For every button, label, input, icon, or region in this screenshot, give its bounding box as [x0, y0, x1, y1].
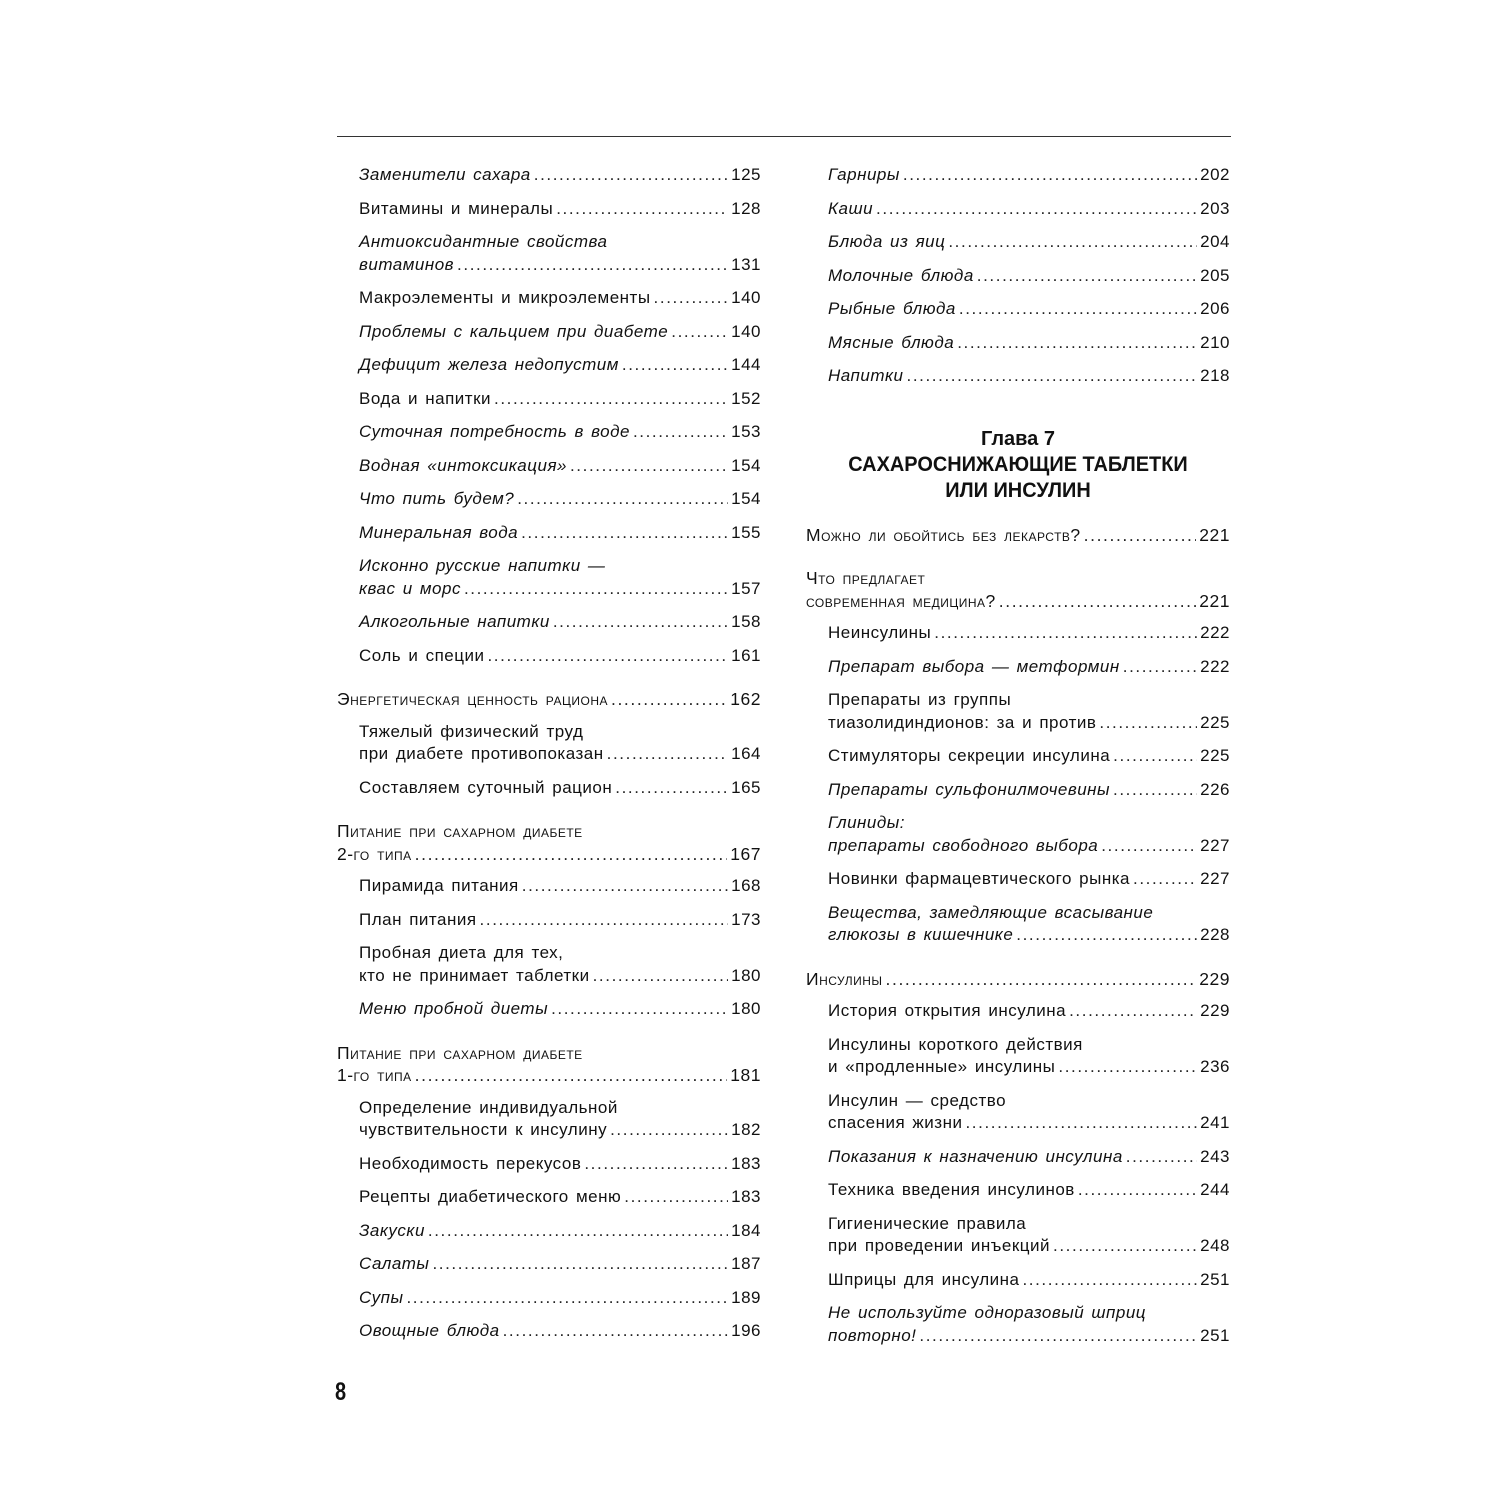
toc-entry-page: 162: [730, 689, 761, 709]
toc-entry-page: 225: [1200, 746, 1230, 765]
toc-entry-page: 131: [731, 254, 761, 274]
dot-leader: [503, 1320, 729, 1343]
toc-entry: [337, 455, 761, 478]
toc-entry-page: 229: [1199, 968, 1230, 989]
toc-entry-title: Каши: [828, 198, 874, 218]
toc-entry-title: Можно ли обойтись без лекарств?: [806, 524, 1081, 545]
toc-entry: [806, 689, 1230, 734]
toc-entry-page: 181: [730, 1065, 761, 1085]
chapter-number: Глава 7: [980, 427, 1055, 450]
toc-entry-title: Стимуляторы секреции инсулина: [828, 746, 1111, 765]
toc-entry: [806, 868, 1230, 891]
dot-leader: [965, 1112, 1197, 1135]
toc-entry: [806, 1302, 1230, 1347]
toc-entry-page: 236: [1200, 1057, 1230, 1076]
dot-leader: [464, 578, 728, 601]
toc-entry-title: Необходимость перекусов: [359, 1153, 582, 1173]
toc-entry-title-line: Инсулин — средство: [828, 1090, 1007, 1110]
toc-entry: [806, 365, 1230, 388]
page-number: 8: [335, 1378, 347, 1406]
toc-entry-page: 241: [1200, 1113, 1230, 1132]
toc-entry-title: Меню пробной диеты: [359, 999, 549, 1018]
toc-entry-page: 168: [731, 876, 761, 895]
toc-entry-title: Витамины и минералы: [359, 198, 554, 218]
toc-entry: [337, 287, 761, 310]
toc-entry-page: 226: [1200, 779, 1230, 799]
toc-entry-title: при диабете противопоказан: [359, 744, 604, 763]
toc-entry-title-line: Глиниды:: [828, 813, 905, 832]
toc-entry-title: кто не принимает таблетки: [359, 965, 590, 985]
toc-entry-title: Суточная потребность в воде: [359, 422, 630, 441]
toc-entry-title: Блюда из яиц: [828, 232, 946, 251]
toc-entry-title: План питания: [359, 909, 477, 929]
toc-entry: [337, 1253, 761, 1276]
toc-entry-title: квас и морс: [359, 578, 461, 598]
toc-entry-page: 157: [731, 578, 761, 598]
toc-entry: [806, 1090, 1230, 1135]
dot-leader: [1113, 779, 1197, 802]
toc-entry-page: 140: [731, 288, 761, 307]
dot-leader: [977, 265, 1197, 288]
toc-entry-title-line: Инсулины короткого действия: [828, 1034, 1083, 1054]
toc-entry: [806, 902, 1230, 947]
toc-entry-page: 158: [731, 612, 761, 631]
toc-entry-title-line: Исконно русские напитки —: [359, 556, 606, 575]
toc-entry-page: 210: [1200, 332, 1230, 352]
toc-right-column: [806, 164, 1230, 1358]
dot-leader: [517, 488, 728, 511]
toc-entry-title: Рыбные блюда: [828, 299, 956, 318]
toc-entry-page: 184: [731, 1220, 761, 1240]
toc-entry: [806, 298, 1230, 321]
toc-entry-title-line: Тяжелый физический труд: [359, 721, 584, 741]
toc-entry-page: 225: [1200, 712, 1230, 732]
toc-entry-page: 248: [1200, 1236, 1230, 1255]
dot-leader: [551, 998, 728, 1021]
toc-entry-title: Составляем суточный рацион: [359, 777, 613, 797]
toc-entry-page: 251: [1200, 1269, 1230, 1289]
toc-entry-title: Рецепты диабетического меню: [359, 1187, 622, 1206]
dot-leader: [654, 287, 729, 310]
toc-entry: [337, 721, 761, 766]
toc-entry-title: Мясные блюда: [828, 332, 955, 352]
dot-leader: [487, 645, 728, 668]
dot-leader: [611, 688, 727, 711]
toc-entry-title: Молочные блюда: [828, 265, 974, 285]
toc-entry-title: Препараты сульфонилмочевины: [828, 779, 1111, 799]
toc-entry-title: Вода и напитки: [359, 388, 492, 408]
dot-leader: [934, 622, 1197, 645]
toc-entry-title: Шприцы для инсулина: [828, 1269, 1020, 1289]
toc-entry-title: Салаты: [359, 1254, 430, 1273]
toc-entry-title-line: Что предлагает: [806, 568, 926, 588]
dot-leader: [584, 1153, 728, 1176]
toc-entry-page: 189: [731, 1287, 761, 1307]
toc-entry-page: 251: [1200, 1325, 1230, 1345]
dot-leader: [593, 965, 729, 988]
toc-entry-title: Закуски: [359, 1220, 425, 1240]
toc-entry-title: Заменители сахара: [359, 165, 531, 184]
toc-entry-title-line: Антиоксидантные свойства: [359, 232, 608, 251]
toc-entry-title: Макроэлементы и микроэлементы: [359, 288, 651, 307]
toc-entry: [337, 645, 761, 668]
toc-section-entry: [806, 567, 1230, 612]
dot-leader: [1022, 1269, 1197, 1292]
toc-entry-title: Водная «интоксикация»: [359, 455, 567, 475]
toc-entry-page: 180: [731, 999, 761, 1018]
toc-entry-page: 165: [731, 777, 761, 797]
toc-section-entry: [806, 968, 1230, 991]
dot-leader: [1058, 1056, 1197, 1079]
header-rule: [337, 136, 1231, 137]
toc-entry: [806, 332, 1230, 355]
toc-left-column: [337, 164, 761, 1354]
toc-entry-page: 228: [1200, 925, 1230, 944]
dot-leader: [428, 1220, 728, 1243]
dot-leader: [607, 743, 728, 766]
toc-entry-page: 222: [1200, 623, 1230, 642]
toc-entry: [806, 1179, 1230, 1202]
toc-entry-title-line: Вещества, замедляющие всасывание: [828, 902, 1154, 922]
dot-leader: [480, 909, 729, 932]
toc-entry-title: Проблемы с кальцием при диабете: [359, 321, 669, 341]
toc-entry-title-line: Гигиенические правила: [828, 1213, 1027, 1233]
toc-entry-page: 243: [1200, 1146, 1230, 1166]
dot-leader: [633, 421, 728, 444]
toc-entry-title: Алкогольные напитки: [359, 612, 550, 631]
toc-entry: [806, 812, 1230, 857]
chapter-title-line-1: САХАРОСНИЖАЮЩИЕ ТАБЛЕТКИ: [848, 452, 1188, 476]
dot-leader: [907, 365, 1198, 388]
toc-entry-page: 155: [731, 522, 761, 542]
toc-entry-page: 204: [1200, 232, 1230, 251]
toc-entry: [806, 779, 1230, 802]
dot-leader: [610, 1119, 728, 1142]
toc-entry-page: 196: [731, 1321, 761, 1340]
toc-entry: [806, 656, 1230, 679]
toc-entry-title: витаминов: [359, 254, 455, 274]
toc-entry-title: Инсулины: [806, 968, 883, 989]
toc-entry-page: 221: [1199, 524, 1230, 545]
dot-leader: [556, 198, 728, 221]
toc-entry-page: 153: [731, 422, 761, 441]
toc-entry: [337, 231, 761, 276]
dot-leader: [615, 777, 728, 800]
dot-leader: [876, 198, 1197, 221]
toc-entry-title: повторно!: [828, 1325, 917, 1345]
dot-leader: [903, 164, 1197, 187]
dot-leader: [522, 875, 728, 898]
dot-leader: [415, 1064, 728, 1087]
toc-entry-title: Новинки фармацевтического рынка: [828, 869, 1131, 888]
toc-entry-title: Показания к назначению инсулина: [828, 1146, 1123, 1166]
toc-entry: [337, 1153, 761, 1176]
toc-entry-title: Соль и специи: [359, 645, 485, 665]
dot-leader: [948, 231, 1197, 254]
toc-entry: [806, 745, 1230, 768]
toc-entry: [806, 1213, 1230, 1258]
dot-leader: [1113, 745, 1197, 768]
dot-leader: [570, 455, 728, 478]
dot-leader: [1084, 524, 1197, 547]
toc-entry-page: 221: [1199, 590, 1230, 611]
toc-entry: [337, 909, 761, 932]
toc-entry: [337, 1287, 761, 1310]
toc-entry-title: Овощные блюда: [359, 1321, 500, 1340]
toc-entry: [806, 1146, 1230, 1169]
toc-entry-page: 125: [731, 165, 761, 184]
dot-leader: [415, 843, 728, 866]
toc-entry-title: и «продленные» инсулины: [828, 1057, 1056, 1076]
dot-leader: [671, 321, 728, 344]
toc-entry: [337, 198, 761, 221]
toc-entry-title-line: Определение индивидуальной: [359, 1097, 618, 1117]
dot-leader: [1126, 1146, 1197, 1169]
toc-entry: [806, 265, 1230, 288]
toc-entry: [806, 1034, 1230, 1079]
toc-entry: [337, 1320, 761, 1343]
toc-entry-page: 205: [1200, 265, 1230, 285]
toc-entry-title: Техника введения инсулинов: [828, 1180, 1075, 1199]
toc-entry: [337, 942, 761, 987]
toc-entry-title: спасения жизни: [828, 1113, 963, 1132]
toc-entry-page: 202: [1200, 165, 1230, 184]
toc-entry-page: 167: [730, 843, 761, 864]
toc-entry-page: 140: [731, 321, 761, 341]
dot-leader: [886, 968, 1197, 991]
toc-entry-page: 154: [731, 489, 761, 508]
dot-leader: [521, 522, 728, 545]
dot-leader: [1016, 924, 1197, 947]
toc-entry-page: 227: [1200, 869, 1230, 888]
toc-entry: [337, 611, 761, 634]
toc-entry-title: Энергетическая ценность рациона: [337, 689, 608, 709]
dot-leader: [457, 254, 728, 277]
toc-entry: [337, 998, 761, 1021]
toc-entry-page: 187: [731, 1254, 761, 1273]
dot-leader: [999, 590, 1197, 613]
toc-entry: [337, 354, 761, 377]
toc-entry: [337, 488, 761, 511]
toc-entry-page: 229: [1200, 1001, 1230, 1020]
toc-right-bottom: [806, 524, 1230, 1348]
dot-leader: [957, 332, 1197, 355]
toc-entry-title: Препарат выбора — метформин: [828, 656, 1120, 676]
toc-entry-title: 1-го типа: [337, 1065, 412, 1085]
toc-entry-title-line: Питание при сахарном диабете: [337, 821, 583, 841]
dot-leader: [553, 611, 728, 634]
toc-entry-page: 154: [731, 455, 761, 475]
dot-leader: [919, 1325, 1197, 1348]
toc-entry-page: 227: [1200, 835, 1230, 855]
toc-entry: [337, 1097, 761, 1142]
toc-entry-title: препараты свободного выбора: [828, 835, 1099, 855]
toc-entry-page: 203: [1200, 198, 1230, 218]
toc-entry-page: 218: [1200, 366, 1230, 385]
toc-entry-title: История открытия инсулина: [828, 1001, 1067, 1020]
toc-entry-title: Напитки: [828, 366, 904, 385]
toc-entry-title-line: Препараты из группы: [828, 690, 1012, 709]
toc-entry: [806, 1269, 1230, 1292]
toc-entry: [806, 164, 1230, 187]
toc-entry: [806, 1000, 1230, 1023]
toc-entry-title: Минеральная вода: [359, 522, 519, 542]
toc-entry-title: Дефицит железа недопустим: [359, 355, 619, 374]
toc-entry-title: 2-го типа: [337, 843, 412, 864]
toc-entry: [337, 522, 761, 545]
dot-leader: [959, 298, 1197, 321]
dot-leader: [1101, 835, 1197, 858]
toc-section-entry: [806, 524, 1230, 547]
toc-entry-title: тиазолидиндионов: за и против: [828, 712, 1097, 732]
toc-entry-page: 161: [731, 645, 761, 665]
toc-entry-page: 164: [731, 744, 761, 763]
toc-entry: [806, 622, 1230, 645]
dot-leader: [1099, 712, 1197, 735]
toc-entry-title: Пирамида питания: [359, 876, 519, 895]
chapter-heading: [806, 426, 1230, 504]
toc-entry: [337, 388, 761, 411]
dot-leader: [622, 354, 728, 377]
dot-leader: [432, 1253, 728, 1276]
toc-entry: [806, 231, 1230, 254]
toc-section-entry: [337, 1042, 761, 1087]
toc-entry-page: 183: [731, 1153, 761, 1173]
toc-entry-page: 173: [731, 909, 761, 929]
toc-entry-page: 152: [731, 388, 761, 408]
toc-section-entry: [337, 688, 761, 711]
toc-entry-title: глюкозы в кишечнике: [828, 925, 1014, 944]
toc-entry-title: чувствительности к инсулину: [359, 1120, 608, 1139]
dot-leader: [1078, 1179, 1197, 1202]
toc-entry-title: Неинсулины: [828, 623, 932, 642]
dot-leader: [1053, 1235, 1197, 1258]
toc-entry-title: Что пить будем?: [359, 489, 515, 508]
dot-leader: [1133, 868, 1197, 891]
toc-entry-page: 182: [731, 1120, 761, 1139]
toc-entry: [806, 198, 1230, 221]
toc-entry-title: Супы: [359, 1287, 404, 1307]
toc-entry-page: 144: [731, 355, 761, 374]
toc-entry-title: при проведении инъекций: [828, 1236, 1051, 1255]
toc-entry-title: современная медицина?: [806, 590, 996, 611]
toc-entry-title: Гарниры: [828, 165, 900, 184]
toc-entry-page: 180: [731, 965, 761, 985]
dot-leader: [406, 1287, 728, 1310]
toc-entry-page: 206: [1200, 299, 1230, 318]
toc-entry-page: 222: [1200, 656, 1230, 676]
toc-entry: [337, 1220, 761, 1243]
toc-entry: [337, 1186, 761, 1209]
toc-entry: [337, 321, 761, 344]
toc-entry-title-line: Не используйте одноразовый шприц: [828, 1303, 1147, 1322]
chapter-title-line-2: ИЛИ ИНСУЛИН: [945, 478, 1091, 502]
dot-leader: [1069, 1000, 1197, 1023]
toc-entry: [337, 164, 761, 187]
dot-leader: [1123, 656, 1197, 679]
toc-entry: [337, 777, 761, 800]
toc-section-entry: [337, 820, 761, 865]
toc-entry: [337, 875, 761, 898]
toc-entry-title-line: Питание при сахарном диабете: [337, 1042, 583, 1063]
dot-leader: [624, 1186, 728, 1209]
toc-entry-title-line: Пробная диета для тех,: [359, 943, 564, 962]
dot-leader: [534, 164, 728, 187]
toc-entry-page: 128: [731, 198, 761, 218]
toc-right-top: [806, 164, 1230, 388]
toc-entry: [337, 555, 761, 600]
dot-leader: [494, 388, 728, 411]
toc-entry-page: 244: [1200, 1180, 1230, 1199]
toc-entry-page: 183: [731, 1187, 761, 1206]
toc-entry: [337, 421, 761, 444]
